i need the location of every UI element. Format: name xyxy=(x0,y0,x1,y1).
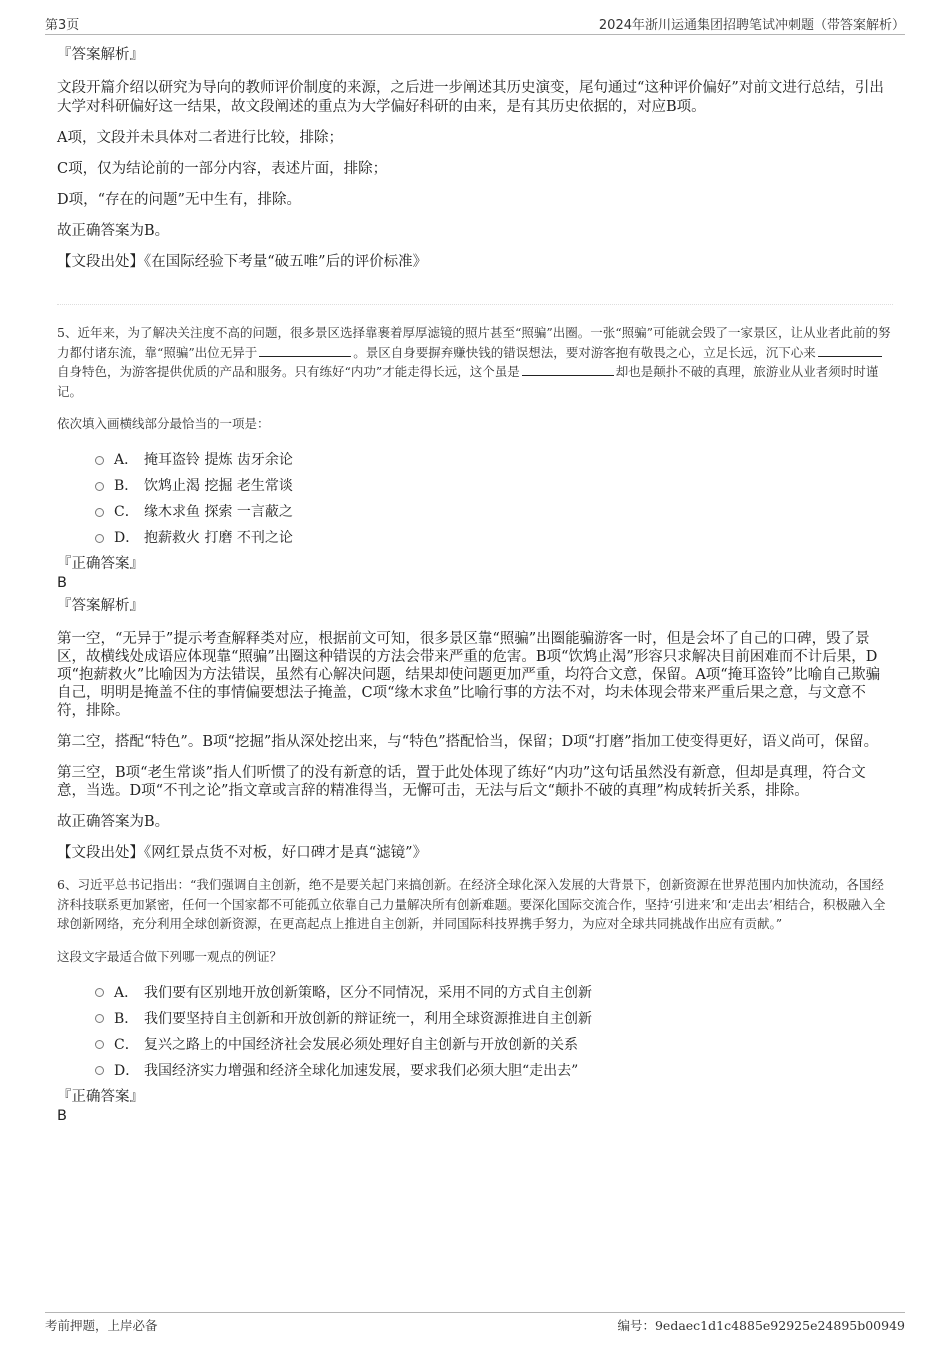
option-d[interactable]: D． 我国经济实力增强和经济全球化加速发展，要求我们必须大胆“走出去” xyxy=(95,1058,893,1084)
option-b[interactable]: B． 饮鸩止渴 挖掘 老生常谈 xyxy=(95,473,893,499)
analysis-paragraph: 第三空，B项“老生常谈”指人们听惯了的没有新意的话，置于此处体现了练好“内功”这句话虽然没有新意，但却是真理，符合文意，当选。D项“不刊之论”指文章或言辞的精准得当，无懈可击，无法与后文“颠扑不破的真理”构成转折关系，排除。 xyxy=(57,765,866,799)
analysis-paragraph: 文段开篇介绍以研究为导向的教师评价制度的来源，之后进一步阐述其历史演变，尾句通过“这种评价偏好”对前文进行总结，引出大学对科研偏好这一结果，故文段阐述的重点为大学偏好科研的由来，是有其历史依据的，对应B项。 xyxy=(57,80,884,115)
page-content xyxy=(57,46,893,1130)
question-6-text: 6、习近平总书记指出：“我们强调自主创新，绝不是要关起门来搞创新。在经济全球化深入发展的大背景下，创新资源在世界范围内加快流动，各国经济科技联系更加紧密，任何一个国家都不可能孤立依靠自己力量解决所有创新难题。要深化国际交流合作，坚持‘引进来’和‘走出去’相结合，积极融入全球创新网络，充分利用全球创新资源，在更高起点上推进自主创新，并同国际科技界携手努力，为应对全球共同挑战作出应有贡献。” xyxy=(57,877,886,931)
analysis-conclusion: 故正确答案为B。 xyxy=(57,223,170,239)
option-b[interactable]: B． 我们要坚持自主创新和开放创新的辩证统一，利用全球资源推进自主创新 xyxy=(95,1006,893,1032)
footer-slogan: 考前押题，上岸必备 xyxy=(45,1318,158,1333)
radio-icon[interactable] xyxy=(95,482,104,491)
radio-icon[interactable] xyxy=(95,988,104,997)
answer-value: B xyxy=(57,1107,67,1124)
fill-blank xyxy=(259,344,351,357)
answer-label: 『正确答案』 xyxy=(57,556,144,572)
analysis-label: 『答案解析』 xyxy=(57,47,144,63)
page-header xyxy=(45,12,905,35)
analysis-paragraph: D项，“存在的问题”无中生有，排除。 xyxy=(57,192,301,208)
option-c[interactable]: C． 缘木求鱼 探索 一言蔽之 xyxy=(95,499,893,525)
question-6-prompt: 这段文字最适合做下列哪一观点的例证？ xyxy=(57,948,283,964)
fill-blank xyxy=(522,363,614,376)
page-footer xyxy=(45,1312,905,1337)
page-number: 第3页 xyxy=(45,18,80,33)
answer-value: B xyxy=(57,575,67,591)
source-citation: 【文段出处】《在国际经验下考量“破五唯”后的评价标准》 xyxy=(57,254,428,270)
analysis-conclusion: 故正确答案为B。 xyxy=(57,814,170,830)
analysis-paragraph: A项，文段并未具体对二者进行比较，排除； xyxy=(57,130,343,146)
question-6-options xyxy=(95,980,893,1084)
analysis-paragraph: 第一空，“无异于”提示考查解释类对应，根据前文可知，很多景区靠“照骗”出圈能骗游客一时，但是会坏了自己的口碑，毁了景区，故横线处成语应体现靠“照骗”出圈这种错误的方法会带来严重的危害。B项“饮鸩止渴”形容只求解决目前困难而不计后果，D项“抱薪救火”比喻因为方法错误，虽然有心解决问题，结果却使问题更加严重，均符合文意，保留。A项“掩耳盗铃”比喻自己欺骗自己，明明是掩盖不住的事情偏要想法子掩盖，C项“缘木求鱼”比喻行事的方法不对，均未体现会带来严重后果之意，与文意不符，排除。 xyxy=(57,631,881,719)
radio-icon[interactable] xyxy=(95,1014,104,1023)
question-5-options xyxy=(95,447,893,551)
document-id: 编号：9edaec1d1c4885e92925e24895b00949 xyxy=(617,1318,905,1333)
fill-blank xyxy=(818,344,882,357)
option-a[interactable]: A． 掩耳盗铃 提炼 齿牙余论 xyxy=(95,447,893,473)
document-title: 2024年浙川运通集团招聘笔试冲刺题（带答案解析） xyxy=(598,18,905,33)
radio-icon[interactable] xyxy=(95,1040,104,1049)
radio-icon[interactable] xyxy=(95,508,104,517)
analysis-paragraph: C项，仅为结论前的一部分内容，表述片面，排除； xyxy=(57,161,388,177)
answer-label: 『正确答案』 xyxy=(57,1088,144,1105)
divider xyxy=(57,284,893,305)
question-5-prompt: 依次填入画横线部分最恰当的一项是： xyxy=(57,416,270,431)
radio-icon[interactable] xyxy=(95,1066,104,1075)
analysis-paragraph: 第二空，搭配“特色”。B项“挖掘”指从深处挖出来，与“特色”搭配恰当，保留；D项“打磨”指加工使变得更好，语义尚可，保留。 xyxy=(57,734,879,750)
analysis-label: 『答案解析』 xyxy=(57,598,144,614)
option-d[interactable]: D． 抱薪救火 打磨 不刊之论 xyxy=(95,525,893,551)
option-a[interactable]: A． 我们要有区别地开放创新策略，区分不同情况，采用不同的方式自主创新 xyxy=(95,980,893,1006)
source-citation: 【文段出处】《网红景点货不对板，好口碑才是真“滤镜”》 xyxy=(57,845,428,861)
question-5-text: 5、近年来，为了解决关注度不高的问题，很多景区选择靠裹着厚厚滤镜的照片甚至“照骗”出圈。一张“照骗”可能就会毁了一家景区，让从业者此前的努力都付诸东流，靠“照骗”出位无异于 。景区自身要摒弃赚快钱的错误想法，要对游客抱有敬畏之心，立足长远，沉下心来自身特色，为游客提供优质的产品和服务。只有练好“内功”才能走得长远，这个虽是 却也是颠扑不破的真理，旅游业从业者须时时谨记。 xyxy=(57,325,891,399)
radio-icon[interactable] xyxy=(95,534,104,543)
radio-icon[interactable] xyxy=(95,456,104,465)
option-c[interactable]: C． 复兴之路上的中国经济社会发展必须处理好自主创新与开放创新的关系 xyxy=(95,1032,893,1058)
